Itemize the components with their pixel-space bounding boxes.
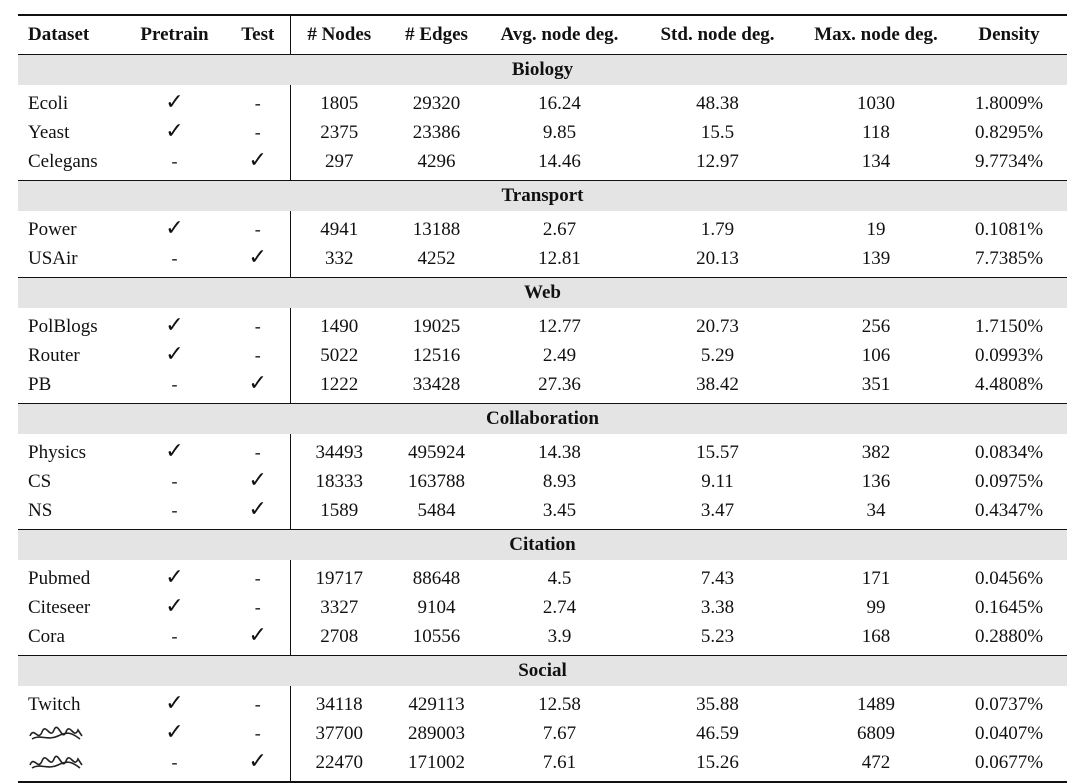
nodes-cell: 1490 <box>290 308 388 341</box>
pretrain-cell <box>123 244 226 278</box>
max-deg-cell: 1489 <box>857 693 895 715</box>
dash-mark: - <box>254 218 261 239</box>
dash-mark: - <box>171 499 178 520</box>
density-cell: 1.8009% <box>974 92 1044 114</box>
edges-cell: 29320 <box>412 92 461 114</box>
max-deg-cell: 99 <box>866 596 886 618</box>
dash-mark: - <box>171 150 178 171</box>
header-avg-deg: Avg. node deg. <box>485 15 634 55</box>
pretrain-cell <box>123 560 226 593</box>
group-title: Web <box>18 278 1067 309</box>
dataset-name-cell: PB <box>28 373 52 395</box>
test-cell <box>226 560 290 593</box>
pretrain-cell <box>123 118 226 147</box>
dataset-name-cell: Twitch <box>28 693 81 715</box>
dash-mark: - <box>254 92 261 113</box>
pretrain-cell <box>123 686 226 719</box>
check-mark-icon: ✓ <box>248 497 267 522</box>
group-header-row <box>18 656 1067 687</box>
pretrain-cell <box>123 211 226 244</box>
dash-mark: - <box>254 567 261 588</box>
std-deg-cell: 3.38 <box>700 596 735 618</box>
dash-mark: - <box>254 121 261 142</box>
pretrain-cell <box>123 341 226 370</box>
std-deg-cell: 1.79 <box>700 218 735 240</box>
dash-mark: - <box>171 373 178 394</box>
avg-deg-cell: 3.9 <box>547 625 572 647</box>
nodes-cell: 34493 <box>290 434 388 467</box>
max-deg-cell: 256 <box>861 315 891 337</box>
nodes-cell: 18333 <box>290 467 388 496</box>
test-cell <box>226 370 290 404</box>
pretrain-cell <box>123 370 226 404</box>
dataset-name-cell: USAir <box>28 247 78 269</box>
nodes-cell: 5022 <box>290 341 388 370</box>
density-cell: 0.1645% <box>974 596 1044 618</box>
nodes-cell: 4941 <box>290 211 388 244</box>
test-cell <box>226 85 290 118</box>
avg-deg-cell: 8.93 <box>542 470 577 492</box>
std-deg-cell: 12.97 <box>696 150 739 172</box>
pretrain-cell <box>123 147 226 181</box>
edges-cell: 9104 <box>417 596 456 618</box>
edges-cell: 4252 <box>417 247 456 269</box>
table-row <box>18 341 1067 370</box>
check-mark-icon: ✓ <box>165 439 184 464</box>
table-row <box>18 496 1067 530</box>
avg-deg-cell: 12.58 <box>538 693 581 715</box>
table-body <box>18 55 1067 783</box>
edges-cell: 4296 <box>417 150 456 172</box>
max-deg-cell: 168 <box>861 625 891 647</box>
nodes-cell: 22470 <box>290 748 388 782</box>
density-cell: 0.0407% <box>974 722 1044 744</box>
nodes-cell: 19717 <box>290 560 388 593</box>
check-mark-icon: ✓ <box>165 691 184 716</box>
avg-deg-cell: 12.81 <box>538 247 581 269</box>
pretrain-cell <box>123 85 226 118</box>
std-deg-cell: 7.43 <box>700 567 735 589</box>
std-deg-cell: 48.38 <box>696 92 739 114</box>
dash-mark: - <box>254 315 261 336</box>
avg-deg-cell: 2.74 <box>542 596 577 618</box>
edges-cell: 289003 <box>408 722 465 744</box>
max-deg-cell: 118 <box>862 121 890 143</box>
edges-cell: 19025 <box>412 315 461 337</box>
dash-mark: - <box>254 693 261 714</box>
header-nodes: # Nodes <box>290 15 388 55</box>
edges-cell: 13188 <box>412 218 461 240</box>
dataset-name-cell: Physics <box>28 441 87 463</box>
test-cell <box>226 211 290 244</box>
group-header-row <box>18 530 1067 561</box>
max-deg-cell: 6809 <box>857 722 895 744</box>
header-row <box>18 15 1067 55</box>
check-mark-icon: ✓ <box>165 313 184 338</box>
std-deg-cell: 20.73 <box>696 315 739 337</box>
check-mark-icon: ✓ <box>248 749 267 774</box>
std-deg-cell: 5.23 <box>700 625 735 647</box>
max-deg-cell: 136 <box>861 470 891 492</box>
avg-deg-cell: 14.46 <box>538 150 581 172</box>
density-cell: 0.2880% <box>974 625 1044 647</box>
pretrain-cell <box>123 434 226 467</box>
table-row <box>18 118 1067 147</box>
header-std-deg: Std. node deg. <box>634 15 801 55</box>
pretrain-cell <box>123 719 226 748</box>
avg-deg-cell: 2.49 <box>542 344 577 366</box>
dash-mark: - <box>254 441 261 462</box>
test-cell <box>226 341 290 370</box>
avg-deg-cell: 16.24 <box>538 92 581 114</box>
edges-cell: 495924 <box>408 441 465 463</box>
density-cell: 9.7734% <box>974 150 1044 172</box>
edges-cell: 88648 <box>412 567 461 589</box>
dash-mark: - <box>171 751 178 772</box>
max-deg-cell: 472 <box>801 748 951 782</box>
avg-deg-cell: 7.67 <box>542 722 577 744</box>
std-deg-cell: 35.88 <box>696 693 739 715</box>
edges-cell: 5484 <box>417 499 456 521</box>
nodes-cell: 34118 <box>290 686 388 719</box>
header-edges: # Edges <box>388 15 485 55</box>
nodes-cell: 297 <box>290 147 388 181</box>
density-cell: 4.4808% <box>974 373 1044 395</box>
dash-mark: - <box>254 596 261 617</box>
std-deg-cell: 3.47 <box>700 499 735 521</box>
avg-deg-cell: 2.67 <box>542 218 577 240</box>
density-cell: 0.8295% <box>974 121 1044 143</box>
nodes-cell: 2375 <box>290 118 388 147</box>
test-cell <box>226 308 290 341</box>
avg-deg-cell: 27.36 <box>538 373 581 395</box>
density-cell: 0.0975% <box>974 470 1044 492</box>
density-cell: 0.0677% <box>951 748 1067 782</box>
table-row <box>18 244 1067 278</box>
check-mark-icon: ✓ <box>165 216 184 241</box>
std-deg-cell: 15.5 <box>700 121 735 143</box>
avg-deg-cell: 3.45 <box>542 499 577 521</box>
edges-cell: 12516 <box>412 344 461 366</box>
test-cell <box>226 244 290 278</box>
density-cell: 0.0737% <box>974 693 1044 715</box>
nodes-cell: 332 <box>290 244 388 278</box>
avg-deg-cell: 4.5 <box>547 567 572 589</box>
pretrain-cell <box>123 496 226 530</box>
max-deg-cell: 351 <box>861 373 891 395</box>
std-deg-cell: 5.29 <box>700 344 735 366</box>
max-deg-cell: 382 <box>861 441 891 463</box>
table-row <box>18 686 1067 719</box>
group-title: Collaboration <box>18 404 1067 435</box>
dataset-name-cell: Yeast <box>28 121 70 143</box>
check-mark-icon: ✓ <box>165 90 184 115</box>
std-deg-cell: 38.42 <box>696 373 739 395</box>
group-header-row <box>18 181 1067 212</box>
table-row <box>18 308 1067 341</box>
check-mark-icon: ✓ <box>248 245 267 270</box>
edges-cell: 10556 <box>412 625 461 647</box>
nodes-cell: 1222 <box>290 370 388 404</box>
max-deg-cell: 106 <box>861 344 891 366</box>
pretrain-cell <box>123 467 226 496</box>
density-cell: 0.0993% <box>974 344 1044 366</box>
group-header-row <box>18 55 1067 86</box>
check-mark-icon: ✓ <box>165 594 184 619</box>
table-row <box>18 85 1067 118</box>
group-title: Citation <box>18 530 1067 561</box>
dash-mark: - <box>254 722 261 743</box>
table-row <box>18 434 1067 467</box>
check-mark-icon: ✓ <box>248 468 267 493</box>
table-row <box>18 560 1067 593</box>
group-title: Biology <box>18 55 1067 86</box>
edges-cell: 33428 <box>412 373 461 395</box>
dataset-statistics-table <box>18 14 1067 783</box>
dataset-name-cell: Celegans <box>28 150 98 172</box>
max-deg-cell: 171 <box>861 567 891 589</box>
header-test: Test <box>226 15 290 55</box>
check-mark-icon: ✓ <box>165 119 184 144</box>
check-mark-icon: ✓ <box>165 342 184 367</box>
table-row <box>18 147 1067 181</box>
density-cell: 7.7385% <box>974 247 1044 269</box>
test-cell <box>226 593 290 622</box>
check-mark-icon: ✓ <box>248 371 267 396</box>
group-title: Transport <box>18 181 1067 212</box>
check-mark-icon: ✓ <box>165 565 184 590</box>
max-deg-cell: 134 <box>861 150 891 172</box>
table-row <box>18 467 1067 496</box>
edges-cell: 171002 <box>388 748 485 782</box>
avg-deg-cell: 12.77 <box>538 315 581 337</box>
max-deg-cell: 139 <box>861 247 891 269</box>
edges-cell: 429113 <box>408 693 465 715</box>
std-deg-cell: 15.57 <box>696 441 739 463</box>
dash-mark: - <box>254 344 261 365</box>
edges-cell: 163788 <box>408 470 465 492</box>
edges-cell: 23386 <box>412 121 461 143</box>
table-row <box>18 719 1067 748</box>
test-cell <box>226 686 290 719</box>
avg-deg-cell: 7.61 <box>485 748 634 782</box>
dash-mark: - <box>171 625 178 646</box>
std-deg-cell: 46.59 <box>696 722 739 744</box>
test-cell <box>226 434 290 467</box>
table-row <box>18 593 1067 622</box>
std-deg-cell: 20.13 <box>696 247 739 269</box>
max-deg-cell: 19 <box>866 218 886 240</box>
table-row <box>18 370 1067 404</box>
test-cell <box>226 467 290 496</box>
redaction-scribble <box>28 724 84 744</box>
dataset-name-cell: Citeseer <box>28 596 91 618</box>
avg-deg-cell: 9.85 <box>542 121 577 143</box>
table-row <box>18 622 1067 656</box>
density-cell: 1.7150% <box>974 315 1044 337</box>
table-row <box>18 211 1067 244</box>
group-title: Social <box>18 656 1067 687</box>
dataset-name-cell: Cora <box>28 625 65 647</box>
test-cell <box>226 496 290 530</box>
redaction-scribble <box>28 753 84 773</box>
header-max-deg: Max. node deg. <box>801 15 951 55</box>
check-mark-icon: ✓ <box>165 720 184 745</box>
dataset-name-cell: Ecoli <box>28 92 69 114</box>
group-header-row <box>18 278 1067 309</box>
pretrain-cell <box>123 593 226 622</box>
dataset-name-cell: CS <box>28 470 52 492</box>
density-cell: 0.1081% <box>974 218 1044 240</box>
pretrain-cell <box>123 308 226 341</box>
test-cell <box>226 147 290 181</box>
dash-mark: - <box>171 247 178 268</box>
avg-deg-cell: 14.38 <box>538 441 581 463</box>
test-cell <box>226 622 290 656</box>
nodes-cell: 3327 <box>290 593 388 622</box>
density-cell: 0.4347% <box>974 499 1044 521</box>
dataset-name-cell: NS <box>28 499 53 521</box>
test-cell <box>226 719 290 748</box>
dataset-name-cell: Pubmed <box>28 567 91 589</box>
dataset-name-cell <box>18 719 123 748</box>
nodes-cell: 1589 <box>290 496 388 530</box>
density-cell: 0.0834% <box>974 441 1044 463</box>
nodes-cell: 2708 <box>290 622 388 656</box>
check-mark-icon: ✓ <box>248 148 267 173</box>
dataset-name-cell: Router <box>28 344 80 366</box>
nodes-cell: 37700 <box>290 719 388 748</box>
dataset-name-cell: PolBlogs <box>28 315 98 337</box>
header-dataset: Dataset <box>18 15 123 55</box>
group-header-row <box>18 404 1067 435</box>
max-deg-cell: 1030 <box>857 92 895 114</box>
std-deg-cell: 9.11 <box>701 470 734 492</box>
dataset-name-cell: Power <box>28 218 77 240</box>
pretrain-cell <box>123 622 226 656</box>
density-cell: 0.0456% <box>974 567 1044 589</box>
dash-mark: - <box>171 470 178 491</box>
header-pretrain: Pretrain <box>123 15 226 55</box>
test-cell <box>226 118 290 147</box>
nodes-cell: 1805 <box>290 85 388 118</box>
header-density: Density <box>951 15 1067 55</box>
check-mark-icon: ✓ <box>248 623 267 648</box>
std-deg-cell: 15.26 <box>634 748 801 782</box>
max-deg-cell: 34 <box>866 499 886 521</box>
